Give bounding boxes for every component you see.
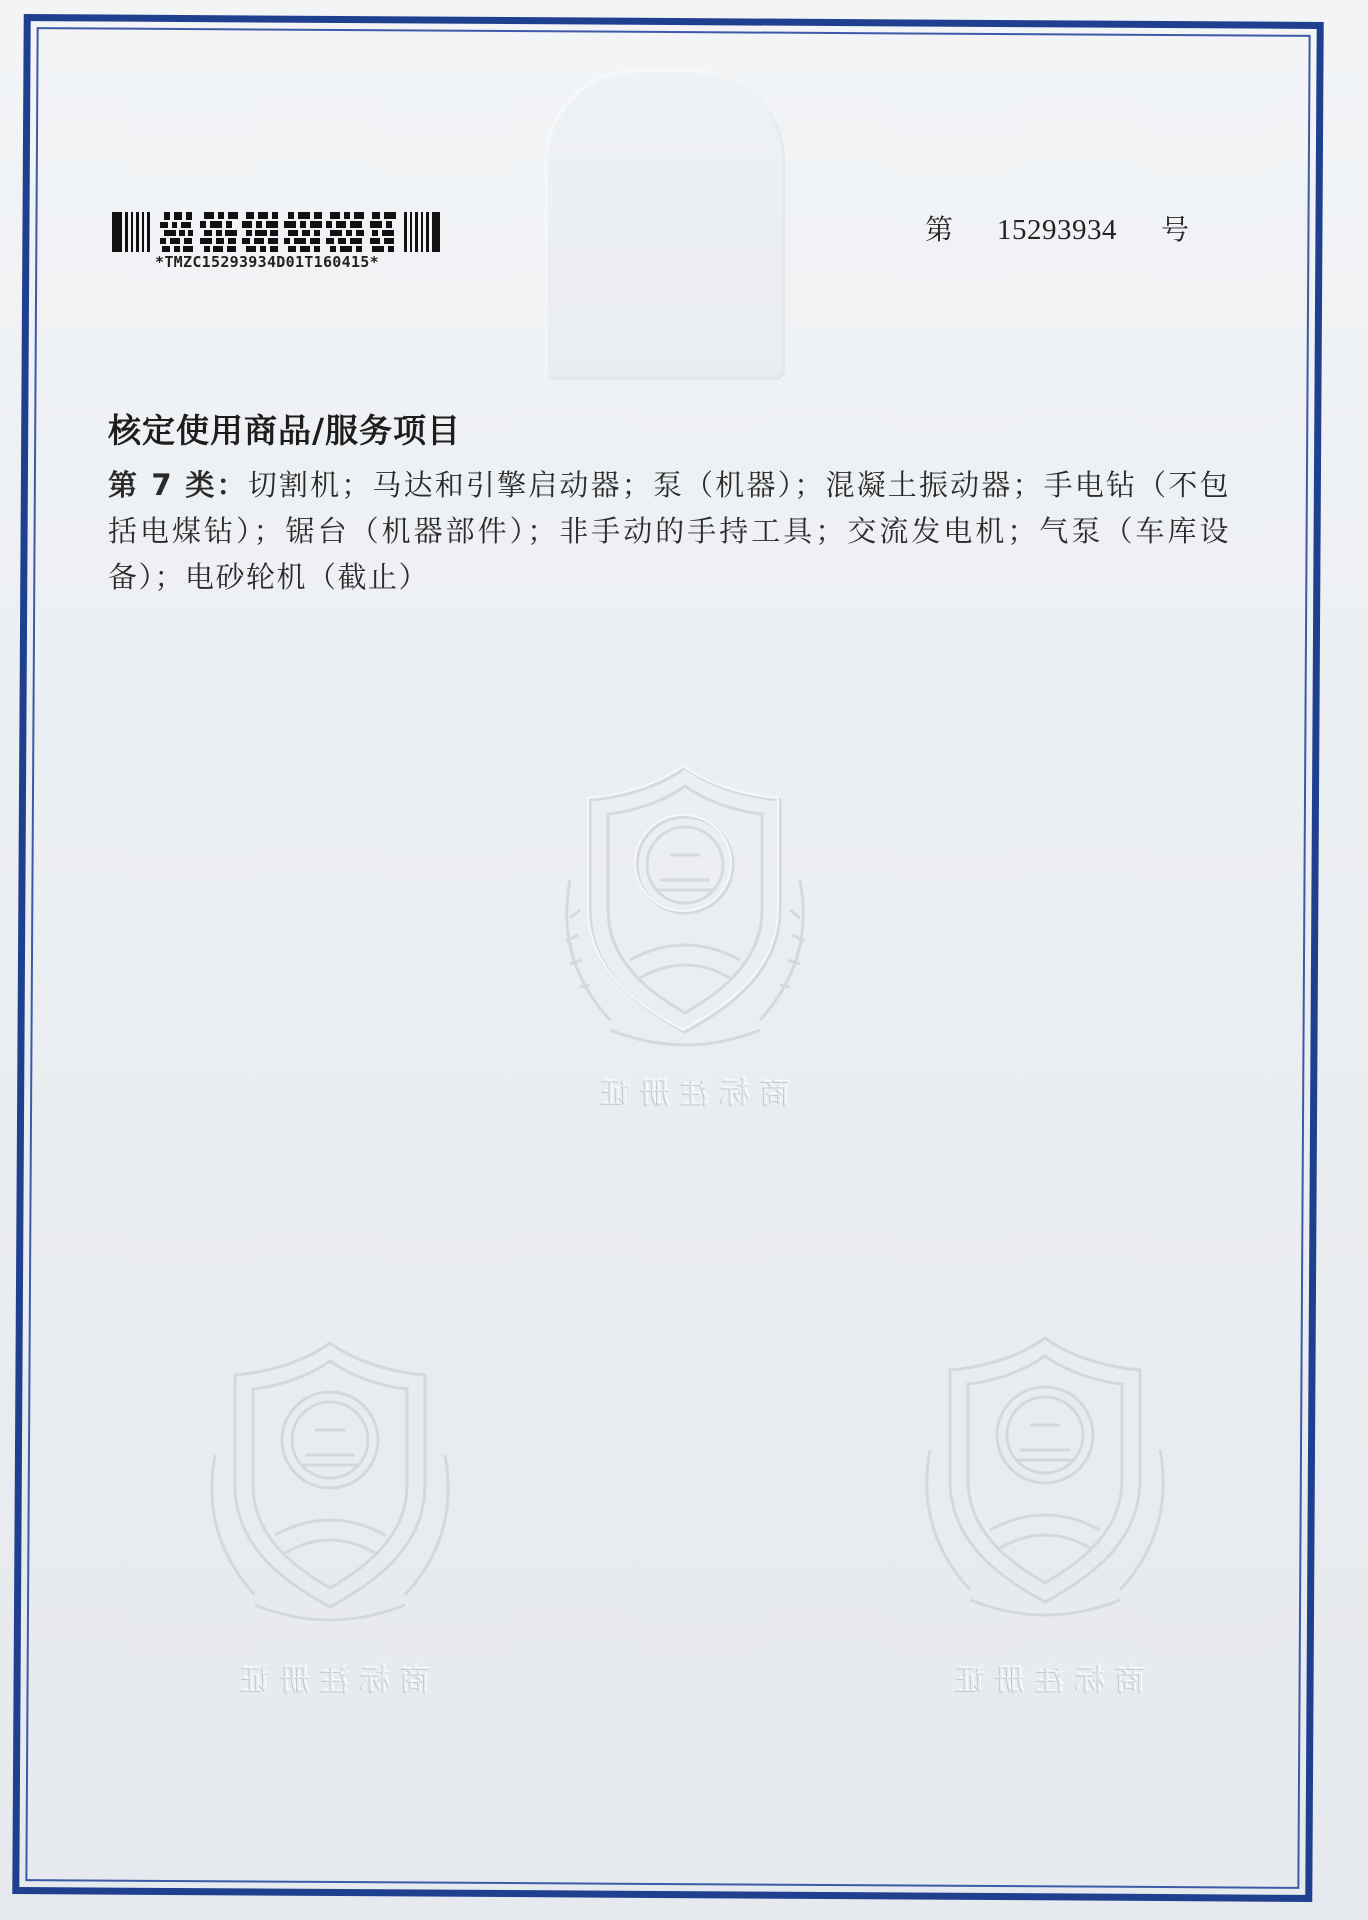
goods-items: 切割机；马达和引擎启动器；泵（机器）；混凝土振动器；手电钻（不包括电煤钻）；锯台（机器部件）；非手动的手持工具；交流发电机；气泵（车库设备）；电砂轮机（截止） [108, 468, 1230, 594]
barcode-graphic [112, 212, 440, 252]
top-embossed-seal [545, 70, 785, 380]
barcode-text: *TMZC15293934D01T160415* [155, 253, 379, 271]
embossed-emblem-center [550, 760, 820, 1060]
cert-number-prefix: 第 [925, 213, 954, 246]
emblem-shield-icon [910, 1330, 1180, 1630]
emblem-caption-center: 商标注册证 [590, 1076, 790, 1111]
cert-number-value: 15293934 [997, 214, 1118, 246]
cert-number-suffix: 号 [1161, 213, 1190, 246]
goods-class-label: 第 7 类： [108, 468, 248, 502]
section-title: 核定使用商品/服务项目 [108, 411, 462, 450]
embossed-emblem-right [910, 1330, 1180, 1630]
embossed-emblem-left [195, 1335, 465, 1635]
certificate-number [925, 208, 1189, 248]
emblem-shield-icon [195, 1335, 465, 1635]
goods-list [108, 462, 1230, 600]
emblem-shield-icon [550, 760, 820, 1060]
emblem-caption-right: 商标注册证 [945, 1663, 1145, 1698]
emblem-caption-left: 商标注册证 [230, 1663, 430, 1698]
